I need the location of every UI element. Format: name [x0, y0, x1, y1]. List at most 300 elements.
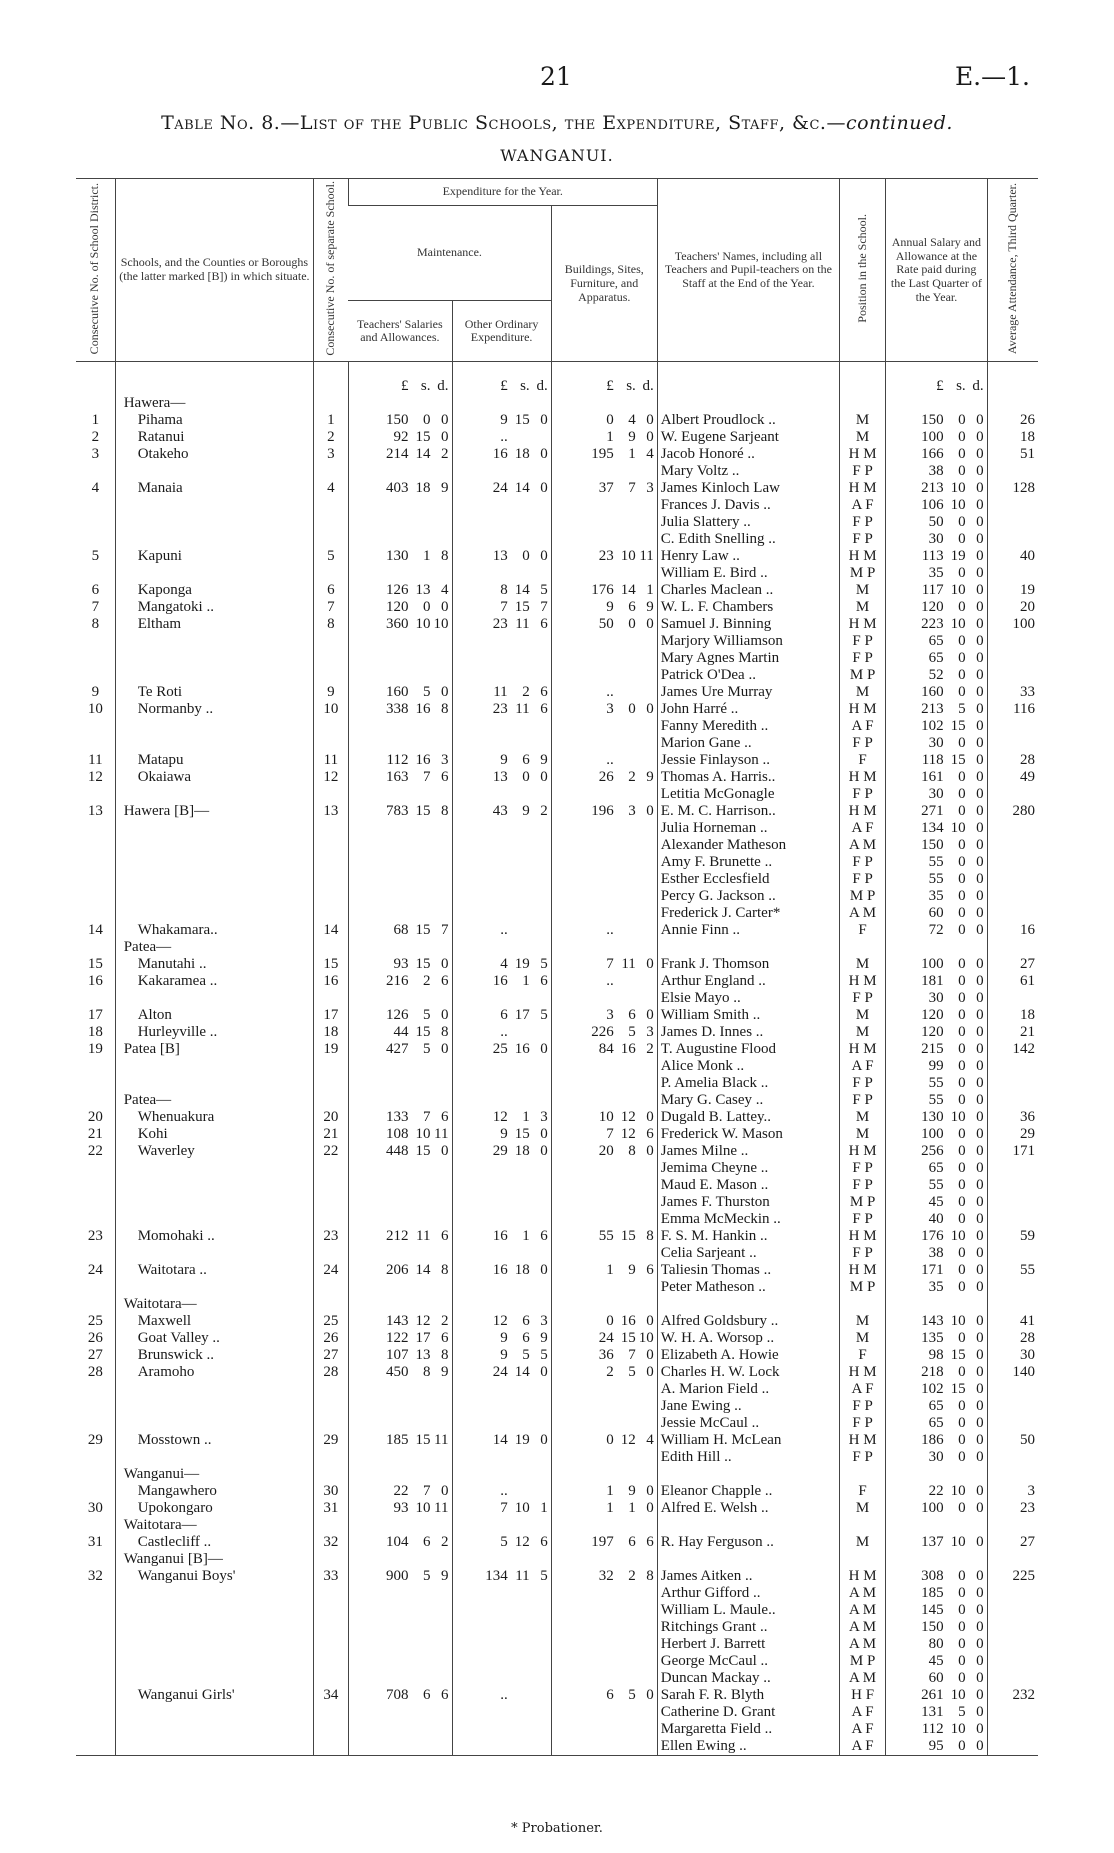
annual-salary: [886, 718, 988, 735]
salaries-amount-shillings: 6: [423, 1687, 431, 1704]
buildings-amount: [551, 990, 657, 1007]
other-expenditure-amount: [452, 973, 551, 990]
annual-salary-pence: 0: [976, 633, 984, 650]
annual-salary-pence: 0: [976, 1075, 984, 1092]
table-row: [76, 633, 1038, 650]
annual-salary-pounds: 117: [921, 582, 944, 599]
salaries-amount: [348, 1245, 452, 1262]
district-number: 28: [87, 1364, 103, 1381]
buildings-amount-pounds: 32: [598, 1568, 614, 1585]
buildings-amount: [551, 1381, 657, 1398]
buildings-amount: [551, 1245, 657, 1262]
table-row: [76, 463, 1038, 480]
teacher-position: F P: [840, 990, 886, 1007]
average-attendance: 280: [987, 803, 1038, 820]
district-number: [76, 1075, 115, 1092]
salaries-amount: [348, 667, 452, 684]
col-district-no: Consecutive No. of School District.: [76, 179, 115, 362]
district-number: 14: [87, 922, 103, 939]
school-name-text: Matapu: [137, 752, 184, 769]
buildings-amount-shillings: 5: [628, 1024, 636, 1041]
other-expenditure-amount: [452, 1568, 551, 1585]
district-number: 15: [87, 956, 103, 973]
annual-salary-pence: 0: [976, 548, 984, 565]
salaries-amount: [348, 1024, 452, 1041]
other-expenditure-amount: [452, 1653, 551, 1670]
buildings-amount-shillings: 2: [628, 769, 636, 786]
school-name: Waitotara—: [115, 1517, 313, 1534]
school-number: 29: [314, 1432, 349, 1449]
school-name: [115, 786, 313, 803]
salaries-amount: [348, 1398, 452, 1415]
other-expenditure-amount: [452, 1092, 551, 1109]
annual-salary: [886, 1347, 988, 1364]
annual-salary-pence: 0: [976, 1415, 984, 1432]
other-expenditure-amount-shillings: 10: [514, 1500, 530, 1517]
school-number: [314, 1738, 349, 1756]
buildings-amount-pence: 8: [646, 1568, 654, 1585]
salaries-amount: [348, 633, 452, 650]
other-expenditure-amount: [452, 1398, 551, 1415]
annual-salary-pounds: 65: [928, 1160, 944, 1177]
district-number: 22: [87, 1143, 103, 1160]
teacher-position: H M: [840, 1364, 886, 1381]
other-expenditure-amount-pounds: ..: [500, 922, 508, 939]
school-number: [314, 1704, 349, 1721]
annual-salary: [886, 480, 988, 497]
currency-shilling: s.: [626, 378, 636, 395]
teacher-name: James D. Innes ..: [657, 1024, 839, 1041]
district-number: [76, 1092, 115, 1109]
buildings-amount-pence: 0: [646, 1313, 654, 1330]
teacher-position: A M: [840, 837, 886, 854]
average-attendance: [987, 1704, 1038, 1721]
annual-salary-pounds: 30: [928, 786, 944, 803]
annual-salary-pounds: 38: [928, 463, 944, 480]
school-name-text: Kapuni: [137, 548, 182, 565]
buildings-amount-pence: 1: [646, 582, 654, 599]
school-name: Mangawhero: [115, 1483, 313, 1500]
school-name: [115, 1653, 313, 1670]
district-number: [76, 1653, 115, 1670]
school-number: [314, 854, 349, 871]
teacher-name: [657, 939, 839, 956]
district-number: 29: [87, 1432, 103, 1449]
school-number: 9: [314, 684, 349, 701]
buildings-amount-pence: 8: [646, 1228, 654, 1245]
teacher-position: A F: [840, 718, 886, 735]
school-number: [314, 497, 349, 514]
table-row: [76, 667, 1038, 684]
annual-salary-pounds: 65: [928, 1398, 944, 1415]
average-attendance: [987, 1177, 1038, 1194]
school-name: [115, 1432, 313, 1449]
annual-salary-pence: 0: [976, 667, 984, 684]
annual-salary-pence: 0: [976, 1058, 984, 1075]
school-number: [314, 1517, 349, 1534]
school-name: [115, 633, 313, 650]
annual-salary-shillings: 0: [958, 684, 966, 701]
buildings-amount-shillings: 7: [628, 480, 636, 497]
annual-salary-pence: 0: [976, 1636, 984, 1653]
other-expenditure-amount: [452, 1415, 551, 1432]
annual-salary-pence: 0: [976, 1330, 984, 1347]
average-attendance: [987, 1602, 1038, 1619]
salaries-amount-pounds: 783: [386, 803, 409, 820]
teacher-position: A M: [840, 1585, 886, 1602]
buildings-amount: [551, 1670, 657, 1687]
buildings-amount-shillings: 1: [628, 446, 636, 463]
buildings-amount: [551, 1007, 657, 1024]
school-name: [115, 922, 313, 939]
annual-salary-pence: 0: [976, 1670, 984, 1687]
buildings-amount-pounds: 24: [598, 1330, 614, 1347]
annual-salary-shillings: 0: [958, 633, 966, 650]
table-row: [76, 990, 1038, 1007]
salaries-amount-pence: 8: [441, 548, 449, 565]
district-number: [76, 1058, 115, 1075]
school-number: [314, 871, 349, 888]
district-number: [76, 1398, 115, 1415]
teacher-position: F P: [840, 531, 886, 548]
average-attendance: [987, 1721, 1038, 1738]
other-expenditure-amount-shillings: 15: [514, 412, 530, 429]
buildings-amount: [551, 1075, 657, 1092]
annual-salary-shillings: 0: [958, 1449, 966, 1466]
annual-salary-pounds: 112: [921, 1721, 944, 1738]
district-number: 16: [87, 973, 103, 990]
school-number: [314, 1381, 349, 1398]
buildings-amount: [551, 1483, 657, 1500]
school-name: Hawera [B]—: [115, 803, 313, 820]
average-attendance: 33: [987, 684, 1038, 701]
school-number: 25: [314, 1313, 349, 1330]
teacher-position: H M: [840, 973, 886, 990]
annual-salary: [886, 412, 988, 429]
average-attendance: [987, 1381, 1038, 1398]
other-expenditure-amount-pounds: 4: [500, 956, 508, 973]
teacher-position: F P: [840, 1245, 886, 1262]
salaries-amount: [348, 1636, 452, 1653]
school-number: 18: [314, 1024, 349, 1041]
school-name: [115, 667, 313, 684]
annual-salary-shillings: 0: [958, 1500, 966, 1517]
average-attendance: [987, 497, 1038, 514]
school-name: [115, 1109, 313, 1126]
salaries-amount: [348, 1721, 452, 1738]
other-expenditure-amount-pounds: 12: [492, 1313, 508, 1330]
buildings-amount-pence: 0: [646, 1143, 654, 1160]
teacher-position: F P: [840, 1075, 886, 1092]
teacher-position: M: [840, 599, 886, 616]
buildings-amount: [551, 939, 657, 956]
table-row: [76, 1619, 1038, 1636]
annual-salary-pounds: 113: [921, 548, 944, 565]
salaries-amount: [348, 1415, 452, 1432]
district-number: [76, 1160, 115, 1177]
salaries-amount-shillings: 15: [415, 1024, 431, 1041]
school-number: 6: [314, 582, 349, 599]
teacher-name: T. Augustine Flood: [657, 1041, 839, 1058]
teacher-position: [840, 395, 886, 412]
annual-salary: [886, 1415, 988, 1432]
teacher-name: Catherine D. Grant: [657, 1704, 839, 1721]
annual-salary-shillings: 0: [958, 1398, 966, 1415]
district-number: [76, 905, 115, 922]
other-expenditure-amount: [452, 1602, 551, 1619]
buildings-amount-pence: 4: [646, 446, 654, 463]
buildings-amount: [551, 922, 657, 939]
annual-salary-pence: 0: [976, 752, 984, 769]
buildings-amount: [551, 1126, 657, 1143]
blank-cell: [76, 362, 115, 396]
salaries-amount: [348, 1653, 452, 1670]
table-row: [76, 650, 1038, 667]
other-expenditure-amount: [452, 1738, 551, 1756]
district-number: [76, 1704, 115, 1721]
table-row: [76, 684, 1038, 701]
buildings-amount: [551, 1500, 657, 1517]
buildings-amount: [551, 1143, 657, 1160]
average-attendance: 21: [987, 1024, 1038, 1041]
currency-shilling: s.: [520, 378, 530, 395]
school-number: [314, 786, 349, 803]
salaries-amount: [348, 395, 452, 412]
teacher-position: H M: [840, 769, 886, 786]
annual-salary: [886, 888, 988, 905]
other-expenditure-amount: [452, 463, 551, 480]
salaries-amount-pounds: 126: [386, 1007, 409, 1024]
other-expenditure-amount: [452, 1024, 551, 1041]
annual-salary: [886, 1364, 988, 1381]
buildings-amount: [551, 1602, 657, 1619]
buildings-amount-pounds: 3: [606, 1007, 614, 1024]
annual-salary-pence: 0: [976, 1092, 984, 1109]
annual-salary-shillings: 0: [958, 905, 966, 922]
school-number: [314, 1058, 349, 1075]
school-number: [314, 735, 349, 752]
district-number: [76, 463, 115, 480]
annual-salary-pence: 0: [976, 1500, 984, 1517]
annual-salary-shillings: 0: [958, 412, 966, 429]
teacher-name: Samuel J. Binning: [657, 616, 839, 633]
average-attendance: 50: [987, 1432, 1038, 1449]
average-attendance: [987, 1670, 1038, 1687]
table-row: [76, 1109, 1038, 1126]
other-expenditure-amount: [452, 990, 551, 1007]
salaries-amount-shillings: 5: [423, 1007, 431, 1024]
buildings-amount-shillings: 7: [628, 1347, 636, 1364]
district-number: 24: [87, 1262, 103, 1279]
other-expenditure-amount-pence: 7: [540, 599, 548, 616]
other-expenditure-amount-pence: 5: [540, 1007, 548, 1024]
annual-salary: [886, 1041, 988, 1058]
salaries-amount: [348, 1194, 452, 1211]
average-attendance: [987, 1551, 1038, 1568]
salaries-amount: [348, 735, 452, 752]
teacher-name: Jacob Honoré ..: [657, 446, 839, 463]
other-expenditure-amount: [452, 1364, 551, 1381]
average-attendance: [987, 1279, 1038, 1296]
annual-salary-pence: 0: [976, 803, 984, 820]
teacher-name: Jessie Finlayson ..: [657, 752, 839, 769]
teacher-position: [840, 1466, 886, 1483]
salaries-amount-pence: 0: [441, 599, 449, 616]
salaries-amount-shillings: 2: [423, 973, 431, 990]
annual-salary-shillings: 0: [958, 1245, 966, 1262]
buildings-amount-pence: 9: [646, 599, 654, 616]
other-expenditure-amount: [452, 1177, 551, 1194]
annual-salary-shillings: 0: [958, 463, 966, 480]
school-name: [115, 514, 313, 531]
other-expenditure-amount: [452, 1449, 551, 1466]
school-name-text: Wanganui Boys': [137, 1568, 236, 1585]
annual-salary-shillings: 0: [958, 1670, 966, 1687]
salaries-amount-pounds: 122: [386, 1330, 409, 1347]
teacher-name: Mary Voltz ..: [657, 463, 839, 480]
annual-salary-pounds: 135: [921, 1330, 944, 1347]
buildings-amount: [551, 854, 657, 871]
school-name: [115, 429, 313, 446]
annual-salary-shillings: 0: [958, 1636, 966, 1653]
average-attendance: 51: [987, 446, 1038, 463]
salaries-amount: [348, 871, 452, 888]
other-expenditure-amount-pounds: 43: [492, 803, 508, 820]
other-expenditure-amount-pence: 0: [540, 1364, 548, 1381]
school-name: [115, 684, 313, 701]
school-name: [115, 1279, 313, 1296]
school-name: [115, 1602, 313, 1619]
buildings-amount: [551, 803, 657, 820]
school-name: [115, 1347, 313, 1364]
buildings-amount-shillings: 16: [620, 1313, 636, 1330]
annual-salary: [886, 548, 988, 565]
annual-salary-shillings: 0: [958, 1279, 966, 1296]
other-expenditure-amount-pounds: 16: [492, 1228, 508, 1245]
teacher-position: A M: [840, 1602, 886, 1619]
buildings-amount-pounds: 55: [598, 1228, 614, 1245]
other-expenditure-amount-pounds: 7: [500, 1500, 508, 1517]
salaries-amount: [348, 1517, 452, 1534]
salaries-amount-pounds: 133: [386, 1109, 409, 1126]
annual-salary: [886, 1194, 988, 1211]
salaries-amount: [348, 1381, 452, 1398]
district-number: [76, 1466, 115, 1483]
teacher-name: Julia Horneman ..: [657, 820, 839, 837]
table-row: [76, 1534, 1038, 1551]
annual-salary-shillings: 0: [958, 565, 966, 582]
salaries-amount-shillings: 14: [415, 446, 431, 463]
col-school-no: Consecutive No. of separate School.: [314, 179, 349, 362]
average-attendance: 100: [987, 616, 1038, 633]
table-row: [76, 1415, 1038, 1432]
district-number: [76, 1585, 115, 1602]
buildings-amount-shillings: 14: [620, 582, 636, 599]
teacher-position: H M: [840, 1262, 886, 1279]
table-row: [76, 701, 1038, 718]
teacher-position: M: [840, 1024, 886, 1041]
table-row: [76, 837, 1038, 854]
annual-salary-pence: 0: [976, 769, 984, 786]
salaries-amount: [348, 684, 452, 701]
annual-salary: [886, 1211, 988, 1228]
annual-salary: [886, 1500, 988, 1517]
currency-header: [886, 362, 988, 396]
buildings-amount: [551, 599, 657, 616]
other-expenditure-amount: [452, 1636, 551, 1653]
salaries-amount-shillings: 14: [415, 1262, 431, 1279]
district-number: 21: [87, 1126, 103, 1143]
teacher-name: Esther Ecclesfield: [657, 871, 839, 888]
table-row: [76, 888, 1038, 905]
school-name-text: Waitotara ..: [137, 1262, 207, 1279]
teacher-position: A F: [840, 820, 886, 837]
teacher-position: F: [840, 922, 886, 939]
col-maintenance: Maintenance.: [348, 206, 551, 301]
other-expenditure-amount: [452, 769, 551, 786]
buildings-amount-pounds: 196: [591, 803, 614, 820]
annual-salary: [886, 820, 988, 837]
annual-salary-shillings: 0: [958, 514, 966, 531]
school-name: [115, 820, 313, 837]
buildings-amount: [551, 395, 657, 412]
other-expenditure-amount-pence: 5: [540, 1347, 548, 1364]
annual-salary-shillings: 0: [958, 531, 966, 548]
teacher-position: M: [840, 412, 886, 429]
school-number: [314, 1653, 349, 1670]
other-expenditure-amount: [452, 412, 551, 429]
other-expenditure-amount: [452, 1041, 551, 1058]
teacher-position: M: [840, 1126, 886, 1143]
table-row: [76, 599, 1038, 616]
buildings-amount-shillings: 12: [620, 1126, 636, 1143]
annual-salary-pounds: 35: [928, 1279, 944, 1296]
school-number: 19: [314, 1041, 349, 1058]
school-number: 26: [314, 1330, 349, 1347]
other-expenditure-amount: [452, 1687, 551, 1704]
school-name: [115, 735, 313, 752]
annual-salary: [886, 922, 988, 939]
annual-salary: [886, 973, 988, 990]
buildings-amount: [551, 1296, 657, 1313]
buildings-amount-pence: 10: [638, 1330, 654, 1347]
school-number: [314, 1449, 349, 1466]
annual-salary: [886, 1602, 988, 1619]
table-row: [76, 1687, 1038, 1704]
school-number: 20: [314, 1109, 349, 1126]
annual-salary-pence: 0: [976, 871, 984, 888]
teacher-name: James F. Thurston: [657, 1194, 839, 1211]
school-name: [115, 769, 313, 786]
school-name-text: Mangatoki ..: [137, 599, 214, 616]
buildings-amount: [551, 820, 657, 837]
buildings-amount: [551, 1330, 657, 1347]
average-attendance: [987, 463, 1038, 480]
other-expenditure-amount-pence: 6: [540, 1534, 548, 1551]
buildings-amount-pence: 0: [646, 1007, 654, 1024]
district-number: 3: [91, 446, 100, 463]
annual-salary-shillings: 0: [958, 769, 966, 786]
annual-salary-pounds: 100: [921, 956, 944, 973]
district-number: [76, 650, 115, 667]
annual-salary: [886, 735, 988, 752]
buildings-amount: [551, 701, 657, 718]
schools-table: [76, 178, 1038, 1756]
annual-salary-pounds: 102: [921, 1381, 944, 1398]
school-name: [115, 1024, 313, 1041]
average-attendance: [987, 1636, 1038, 1653]
salaries-amount-shillings: 17: [415, 1330, 431, 1347]
